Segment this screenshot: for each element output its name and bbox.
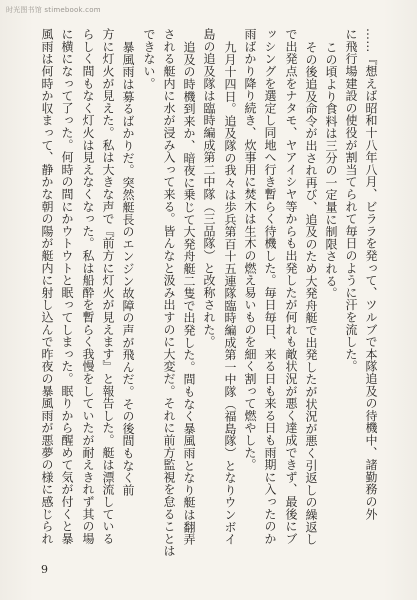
text-column: その後追及命令が出され再び、追及のため大発舟艇で出発したが状況が悪く引返しの繰返し: [304, 40, 318, 545]
text-column: らしく間もなく灯火は見えなくなった。私は船酔を暫らく我慢をしていたが耐えきれず其の場: [81, 28, 95, 545]
text-column: 風雨は何時か収まって、静かな朝の陽が艇内に射し込んで昨夜の暴風雨が悪夢の様に感じられ: [40, 28, 54, 545]
text-column: 追及の時機到来か、暗夜に乗じて大発舟艇二隻で出発した。間もなく暴風雨となり艇は翻弄: [182, 40, 196, 545]
text-column: 雨ばかり降り続き、炊事用に焚木は生木の燃え易いものを細く割って燃やした。: [243, 28, 257, 471]
site-watermark: 时光图书馆 stimebook.com: [6, 6, 101, 14]
text-column: 島の追及隊は臨時編成第二中隊（三品隊）と改称された。: [202, 28, 216, 348]
text-column: 暴風雨は募るばかりだ。突然艇長のエンジン故障の声が飛んだ。その後間もなく前: [121, 40, 135, 496]
text-column: に飛行場建設の使役が割当てられて毎日のように汗を流した。: [344, 28, 358, 373]
text-column: で出発点をナタモ、ヤアイシヤ等からも出発したが何れも敵状況が悪く達成できず、最後にブ: [284, 28, 298, 545]
page-number: 9: [41, 563, 48, 576]
text-column: に横になって了った。何時の間にかウトウトと眠ってしまった。眠りから醒めて気が付くと暴: [60, 28, 74, 545]
text-column: できない。: [142, 28, 156, 90]
text-column: 九月十四日。追及隊の我々は歩兵第百十五連隊臨時編成第一中隊（福島隊）となりウンボイ: [223, 40, 237, 545]
text-column: 方に灯火が見えた。私は大きな声で『前方に灯火が見えます』と報告した。艇は漂流している: [101, 28, 115, 545]
text-column: ……『想えば昭和十八年八月、ビララを発って、ツルブで本隊追及の待機中、諸勤務の外: [364, 28, 378, 520]
text-column: される艇内に水が浸み入って来る。皆んなと汲み出すのに大変だ。それに前方監視を怠ることは: [162, 28, 176, 557]
text-column: この頃より食料は三分の一定量に制限される。: [324, 40, 338, 299]
text-column: ッシングを選定し同地へ行き暫らく待機した。毎日毎日、来る日も来る日も雨期に入ったのか: [263, 28, 277, 545]
